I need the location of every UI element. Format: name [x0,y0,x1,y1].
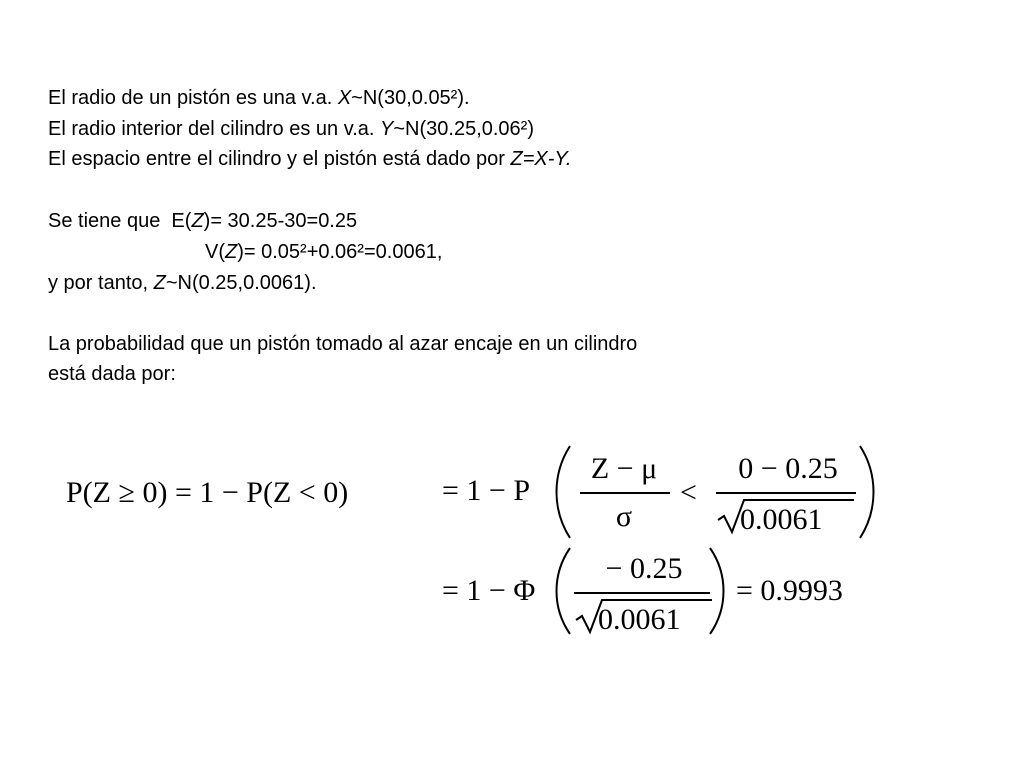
variable-x: X [337,87,352,109]
formula-lhs: P(Z ≥ 0) = 1 − P(Z < 0) [66,476,349,509]
formula-eq1-prefix: = 1 − P [442,474,531,507]
text-segment: )= 0.05²+0.06²=0.0061, [237,241,443,263]
text-segment: )= 30.25-30=0.25 [203,210,358,232]
formula-result: = 0.9993 [736,574,843,607]
fraction-1-bar [580,492,670,494]
sqrt-overline [750,499,854,501]
formula-eq2-prefix: = 1 − Φ [442,574,536,607]
fraction-3-numerator: − 0.25 [605,552,683,585]
text-segment: ~N(30.25,0.06²) [393,118,534,140]
variable-z: Z [225,241,238,263]
text-segment: ~N(30,0.05²). [351,87,470,109]
text-segment: Se tiene que E( [48,210,192,232]
left-paren-1 [548,444,574,540]
fraction-1-denominator: σ [615,500,633,533]
right-paren-1 [856,444,882,540]
variable-z: Z [153,272,166,294]
fraction-2-denominator: 0.0061 [740,503,823,536]
text-segment: y por tanto, [48,272,154,294]
probability-intro-line-1: La probabilidad que un pistón tomado al azar encaje en un cilindro [48,333,638,355]
statement-line-1 [48,86,470,110]
statement-line-2 [48,117,534,141]
text-segment: El radio interior del cilindro es un v.a. [48,118,381,140]
right-paren-2 [706,546,732,636]
distribution-line [48,271,317,295]
fraction-3-denominator: 0.0061 [598,603,681,636]
variable-z-def: Z=X-Y. [510,148,572,170]
less-than-sign: < [680,476,697,509]
text-segment: V( [205,241,225,263]
text-segment: El radio de un pistón es una v.a. [48,87,338,109]
expectation-line [48,209,357,233]
fraction-2-bar [716,492,856,494]
fraction-3-bar [574,592,710,594]
probability-intro-line-2: está dada por: [48,363,176,385]
fraction-2-numerator: 0 − 0.25 [738,452,838,485]
text-segment: ~N(0.25,0.0061). [165,272,317,294]
fraction-1-numerator: Z − μ [590,452,658,485]
variance-line [205,240,442,264]
variable-z: Z [191,210,204,232]
text-segment: El espacio entre el cilindro y el pistón está dado por [48,148,511,170]
statement-line-3 [48,147,571,171]
variable-y: Y [380,118,394,140]
sqrt-overline [608,599,712,601]
left-paren-2 [548,546,574,636]
